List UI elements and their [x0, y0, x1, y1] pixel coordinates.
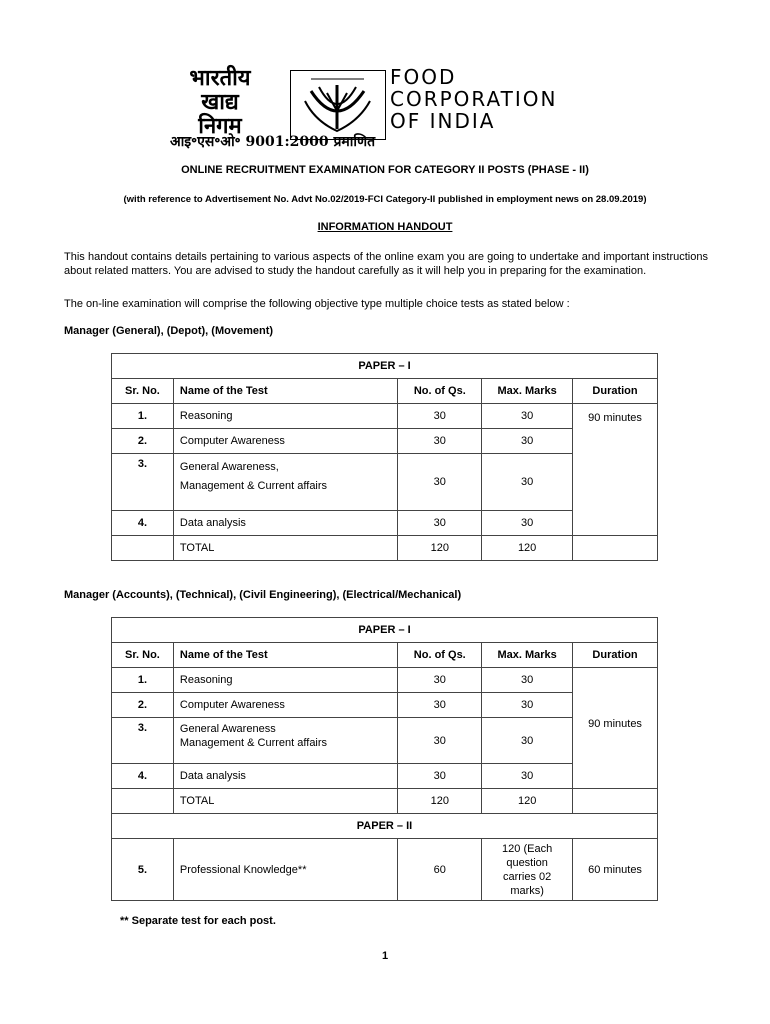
duration-cell: 90 minutes [573, 668, 658, 789]
table-total-row: TOTAL 120 120 [112, 789, 658, 814]
exam-table-accounts [111, 617, 658, 901]
table-row: 3. General Awareness, Management & Current affairs 30 30 [112, 454, 658, 511]
section-heading-accounts: Manager (Accounts), (Technical), (Civil Engineering), (Electrical/Mechanical) [64, 589, 462, 601]
table-total-row: TOTAL 120 120 [112, 536, 658, 561]
footnote: ** Separate test for each post. [120, 915, 276, 927]
paper-heading: PAPER – I [112, 618, 658, 643]
intro-paragraph: This handout contains details pertaining to various aspects of the online exam you are going to undertake and important instructions about related matters. You are advised to study the handout carefully as it will help you in preparing for the examination. [64, 251, 708, 277]
table-row: 4. Data analysis 30 30 [112, 764, 658, 789]
duration-cell: 90 minutes [573, 404, 658, 536]
paper-heading: PAPER – II [112, 814, 658, 839]
table-header: Sr. No. Name of the Test No. of Qs. Max. Marks Duration [112, 379, 658, 404]
table-row: 1. Reasoning 30 30 90 minutes [112, 668, 658, 693]
handout-heading: INFORMATION HANDOUT [317, 221, 453, 233]
table-row: 2. Computer Awareness 30 30 [112, 429, 658, 454]
table-row: 4. Data analysis 30 30 [112, 511, 658, 536]
iso-certification: आइ॰एस॰ओ॰ 9001:2000 प्रमाणित [170, 134, 376, 150]
fci-emblem-icon [290, 70, 386, 140]
logo-english-text: FOOD CORPORATION OF INDIA [390, 65, 558, 133]
advertisement-reference: (with reference to Advertisement No. Advt No.02/2019-FCI Category-II published in employment news on 28.09.2019) [123, 194, 647, 205]
logo-hindi-text: भारतीय खाद्य निगम [189, 65, 251, 139]
section-heading-general: Manager (General), (Depot), (Movement) [64, 325, 274, 337]
exam-table-general [111, 353, 658, 561]
page-number: 1 [381, 950, 389, 962]
table-row: 3. General Awareness Management & Current affairs 30 30 [112, 718, 658, 764]
paper-heading: PAPER – I [112, 354, 658, 379]
table-row: 5. Professional Knowledge** 60 120 (Each question carries 02 marks) 60 minutes [112, 839, 658, 901]
table-row: 2. Computer Awareness 30 30 [112, 693, 658, 718]
exam-description: The on-line examination will comprise the following objective type multiple choice tests as stated below : [64, 298, 570, 310]
table-header: Sr. No. Name of the Test No. of Qs. Max. Marks Duration [112, 643, 658, 668]
table-row: 1. Reasoning 30 30 90 minutes [112, 404, 658, 429]
page-title: ONLINE RECRUITMENT EXAMINATION FOR CATEGORY II POSTS (PHASE - II) [181, 164, 589, 176]
